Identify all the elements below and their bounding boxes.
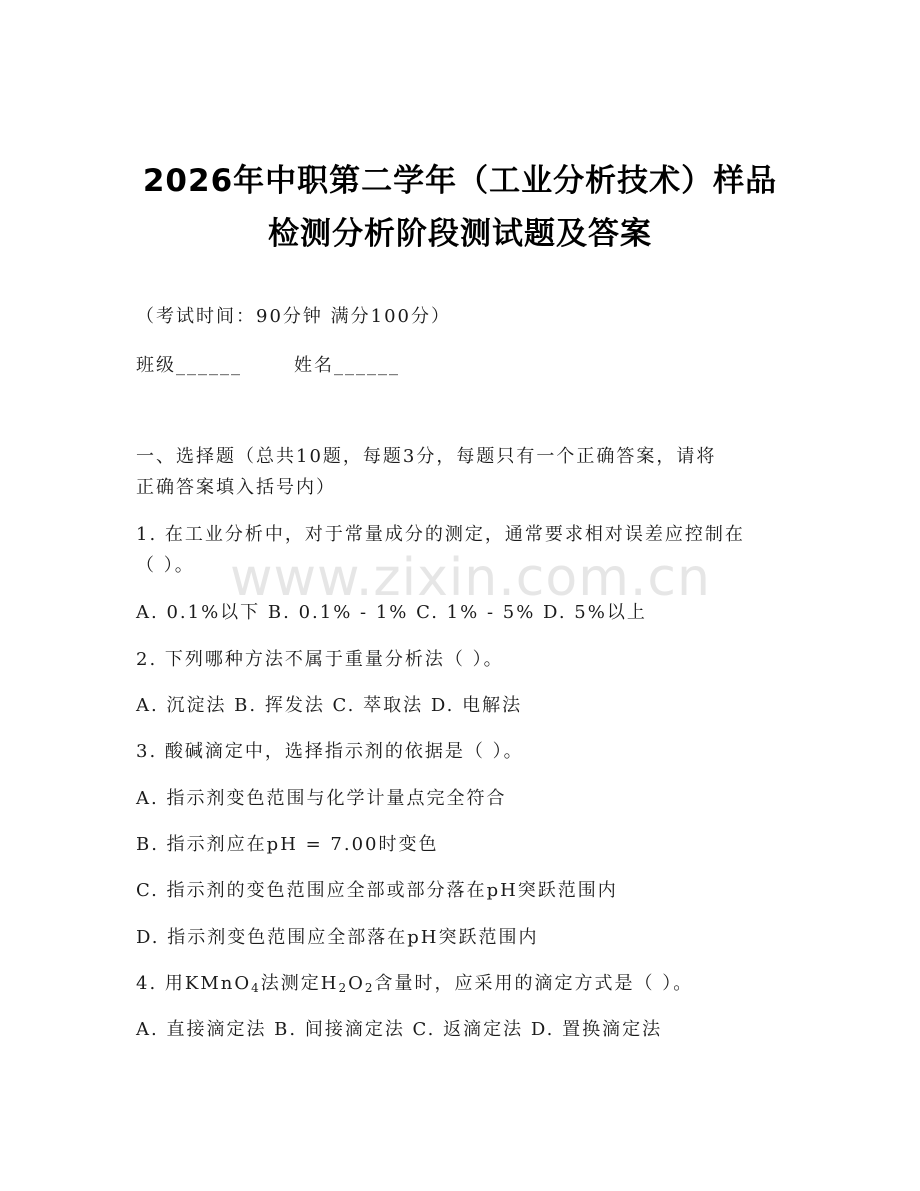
question-2-stem: 2. 下列哪种方法不属于重量分析法（ ）。 <box>136 649 504 670</box>
title-line-2: 检测分析阶段测试题及答案 <box>268 216 652 252</box>
question-3-option-b: B. 指示剂应在pH = 7.00时变色 <box>136 834 439 855</box>
question-3-stem: 3. 酸碱滴定中，选择指示剂的依据是（ ）。 <box>136 741 524 762</box>
name-field-label: 姓名______ <box>294 355 400 376</box>
q4-stem-prefix: 4. 用KMnO <box>136 973 252 994</box>
q4-subscript-3: 2 <box>364 981 375 995</box>
question-4-options: A. 直接滴定法 B. 间接滴定法 C. 返滴定法 D. 置换滴定法 <box>136 1019 663 1040</box>
q4-stem-mid2: O <box>348 973 365 994</box>
q4-subscript-2: 2 <box>338 981 349 995</box>
q4-stem-suffix: 含量时，应采用的滴定方式是（ ）。 <box>374 973 694 994</box>
question-4-stem <box>136 969 693 995</box>
class-field-label: 班级______ <box>136 355 242 376</box>
q4-stem-mid: 法测定H <box>260 973 339 994</box>
question-2-options: A. 沉淀法 B. 挥发法 C. 萃取法 D. 电解法 <box>136 695 523 716</box>
title-line-1: 2026年中职第二学年（工业分析技术）样品 <box>142 163 778 199</box>
question-1-stem-line-1: 1. 在工业分析中，对于常量成分的测定，通常要求相对误差应控制在 <box>136 524 745 545</box>
question-3-option-c: C. 指示剂的变色范围应全部或部分落在pH突跃范围内 <box>136 880 618 901</box>
question-1-options: A. 0.1%以下 B. 0.1% - 1% C. 1% - 5% D. 5%以上 <box>136 602 647 623</box>
exam-info: （考试时间：90分钟 满分100分） <box>136 306 451 327</box>
watermark: www.zixin.com.cn <box>230 548 711 608</box>
question-3-option-a: A. 指示剂变色范围与化学计量点完全符合 <box>136 788 507 809</box>
q4-subscript-1: 4 <box>251 981 261 995</box>
section-heading-line-1: 一、选择题（总共10题，每题3分，每题只有一个正确答案，请将 <box>136 446 717 467</box>
section-heading-line-2: 正确答案填入括号内） <box>136 477 336 498</box>
question-3-option-d: D. 指示剂变色范围应全部落在pH突跃范围内 <box>136 927 539 948</box>
question-1-stem-line-2: （ ）。 <box>136 555 195 576</box>
